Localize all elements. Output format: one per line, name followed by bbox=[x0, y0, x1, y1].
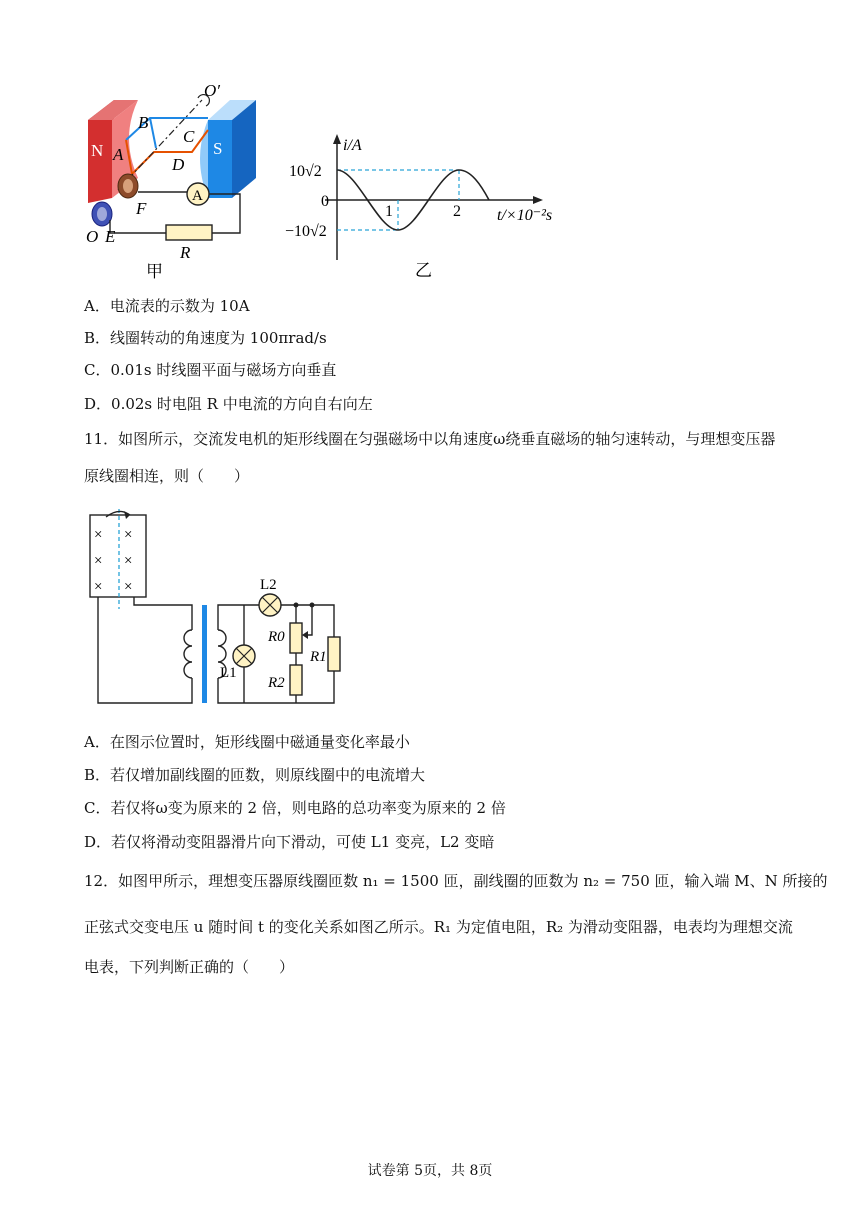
q10-option-a[interactable]: A．电流表的示数为 10A bbox=[84, 297, 250, 315]
page-footer: 试卷第 5页，共 8页 bbox=[367, 1163, 493, 1179]
label-R1: R1 bbox=[310, 649, 327, 665]
label-F: F bbox=[136, 199, 147, 218]
q11-option-d[interactable]: D．若仅将滑动变阻器滑片向下滑动，可使 L1 变亮，L2 变暗 bbox=[84, 833, 495, 851]
x-tick-1: 1 bbox=[385, 203, 393, 220]
field-cross: × bbox=[94, 579, 103, 595]
field-cross: × bbox=[94, 553, 103, 569]
label-D: D bbox=[172, 155, 185, 174]
current-graph-figure bbox=[285, 130, 570, 280]
q10-option-c[interactable]: C．0.01s 时线圈平面与磁场方向垂直 bbox=[84, 361, 337, 379]
field-cross: × bbox=[124, 553, 133, 569]
label-R2: R2 bbox=[268, 675, 285, 691]
fig-caption-jia: 甲 bbox=[146, 262, 163, 281]
label-L2: L2 bbox=[260, 577, 277, 593]
label-S: S bbox=[213, 139, 223, 158]
label-O: O bbox=[86, 227, 99, 246]
q10-option-b[interactable]: B．线圈转动的角速度为 100πrad/s bbox=[84, 329, 327, 347]
q11-option-a[interactable]: A．在图示位置时，矩形线圈中磁通量变化率最小 bbox=[84, 733, 410, 751]
label-A: A bbox=[113, 145, 124, 164]
label-O-prime: O′ bbox=[204, 81, 220, 100]
label-N: N bbox=[91, 141, 104, 160]
field-cross: × bbox=[124, 579, 133, 595]
q11-stem-line1: 11．如图所示，交流发电机的矩形线圈在匀强磁场中以角速度ω绕垂直磁场的轴匀速转动，与理想变压器 bbox=[84, 430, 776, 448]
q12-stem-line3: 电表，下列判断正确的（ ） bbox=[84, 958, 295, 976]
transformer-circuit-figure bbox=[84, 505, 374, 715]
label-R0: R0 bbox=[268, 629, 285, 645]
label-L1: L1 bbox=[220, 665, 237, 681]
y-tick-negative: −10√2 bbox=[285, 223, 327, 240]
fig-caption-yi: 乙 bbox=[415, 261, 432, 280]
q12-stem-line2: 正弦式交变电压 u 随时间 t 的变化关系如图乙所示。R₁ 为定值电阻，R₂ 为滑动变阻器，电表均为理想交流 bbox=[84, 918, 793, 936]
q12-stem-line1: 12．如图甲所示，理想变压器原线圈匝数 n₁ = 1500 匝，副线圈的匝数为 n₂ = 750 匝，输入端 M、N 所接的 bbox=[84, 872, 828, 890]
label-R: R bbox=[180, 243, 191, 262]
q11-option-b[interactable]: B．若仅增加副线圈的匝数，则原线圈中的电流增大 bbox=[84, 766, 426, 784]
origin-label: 0 bbox=[321, 193, 329, 210]
y-axis-label: i/A bbox=[343, 137, 362, 154]
ammeter-label: A bbox=[192, 188, 203, 204]
q11-stem-line2: 原线圈相连，则（ ） bbox=[84, 467, 250, 485]
field-cross: × bbox=[124, 527, 133, 543]
label-E: E bbox=[105, 227, 116, 246]
label-B: B bbox=[138, 113, 149, 132]
label-C: C bbox=[183, 127, 195, 146]
q10-option-d[interactable]: D．0.02s 时电阻 R 中电流的方向自右向左 bbox=[84, 395, 373, 413]
q11-option-c[interactable]: C．若仅将ω变为原来的 2 倍，则电路的总功率变为原来的 2 倍 bbox=[84, 799, 506, 817]
y-tick-positive: 10√2 bbox=[289, 163, 322, 180]
field-cross: × bbox=[94, 527, 103, 543]
generator-figure bbox=[80, 78, 280, 283]
x-tick-2: 2 bbox=[453, 203, 461, 220]
x-axis-label: t/×10⁻²s bbox=[497, 207, 553, 224]
